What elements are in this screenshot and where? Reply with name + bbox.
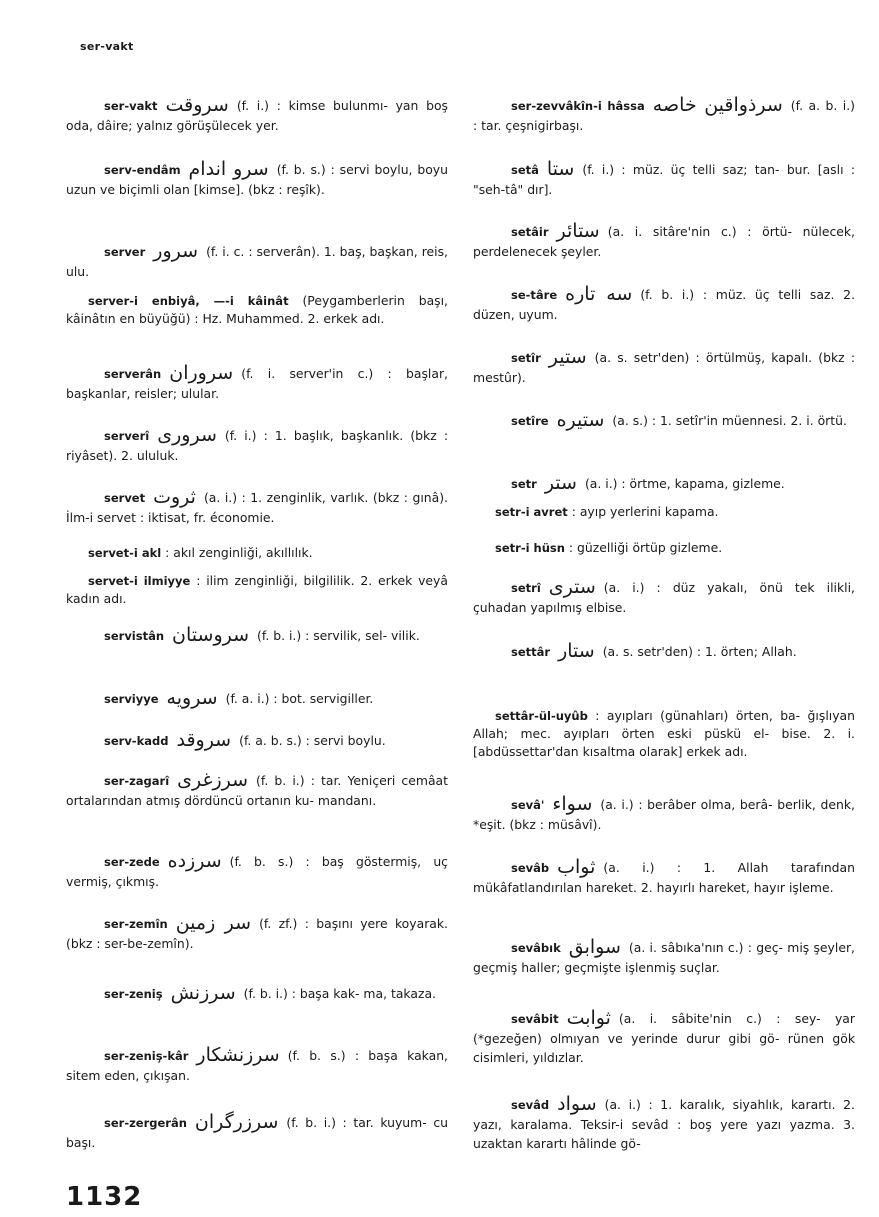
headword: serverî [104, 429, 150, 443]
arabic-script: سر زمين [175, 912, 252, 934]
definition: : ayıpları (günahları) örten, ba- ğışlıyan Allah; mec. ayıpları örten eski püskü el- bise. 2. i. [abdüssettar'dan kısaltma olarak] erkek adı. [473, 708, 855, 759]
definition: (f. i.) : kimse bulunmı- yan boş oda, dâire; yalnız görüşülecek yer. [66, 98, 448, 133]
headword: setâ [511, 163, 539, 177]
headword: ser-zemîn [104, 917, 168, 931]
arabic-script: سه تاره [565, 283, 633, 305]
definition: (f. b. i.) : başa kak- ma, takaza. [243, 986, 436, 1001]
entry [66, 771, 448, 810]
arabic-script: سروقد [176, 729, 232, 751]
entry [473, 96, 855, 135]
definition: (a. i.) : örtme, kapama, gizleme. [584, 476, 785, 491]
headword: server-i enbiyâ, —-i kâinât [88, 294, 289, 308]
headword: sevâbık [511, 941, 561, 955]
definition: : güzelliği örtüp gizleme. [568, 540, 723, 555]
entry [473, 411, 855, 431]
definition: (f. i. c. : serverân). 1. baş, başkan, reis, ulu. [66, 244, 448, 279]
entry [473, 707, 855, 761]
headword: setr-i hüsn [495, 541, 565, 555]
arabic-script: سرور [153, 240, 199, 262]
arabic-script: سواء [552, 793, 593, 815]
arabic-script: ستير [548, 346, 587, 368]
entry [473, 539, 855, 557]
entry [66, 914, 448, 953]
headword: sevâ' [511, 798, 545, 812]
definition: (f. a. i.) : bot. servigiller. [225, 691, 374, 706]
page-number: 1132 [66, 1182, 143, 1212]
headword: servet-i ilmiyye [88, 574, 191, 588]
definition: (f. b. i.) : tar. Yeniçeri cemâat ortalarından atmış dördüncü ortanın ku- mandanı. [66, 773, 448, 808]
entry [473, 1095, 855, 1153]
headword: settâr-ül-uyûb [495, 709, 588, 723]
definition: (a. i.) : 1. karalık, siyahlık, karartı. 2. yazı, karalama. Teksir-i sevâd : boş yere yazı yazma. 3. uzaktan karartı hâlinde gö- [473, 1097, 855, 1151]
entry [473, 938, 855, 977]
definition: (f. b. i.) : müz. üç telli saz. 2. düzen, uyum. [473, 287, 856, 322]
headword: ser-zede [104, 855, 160, 869]
definition: (a. i.) : düz yakalı, önü tek ilikli, çuhadan yapılmış elbise. [473, 580, 855, 615]
arabic-script: سوابق [568, 936, 621, 958]
arabic-script: سرزغری [177, 769, 249, 791]
headword: ser-zergerân [104, 1116, 187, 1130]
headword: setâir [511, 225, 549, 239]
arabic-script: سرزنش [170, 982, 236, 1004]
arabic-script: ستر [544, 472, 577, 494]
definition: (a. i.) : 1. zenginlik, varlık. (bkz : gınâ). İlm-i servet : iktisat, fr. économie. [66, 490, 448, 525]
headword: servistân [104, 629, 165, 643]
definition: : akıl zenginliği, akıllılık. [165, 545, 313, 560]
headword: ser-vakt [104, 99, 158, 113]
headword: se-târe [511, 288, 558, 302]
definition: (a. i. sitâre'nin c.) : örtü- nülecek, perdelenecek şeyler. [473, 224, 855, 259]
definition: : ayıp yerlerini kapama. [571, 504, 719, 519]
definition: (Peygamberlerin başı, kâinâtın en büyüğü) : Hz. Muhammed. 2. erkek adı. [66, 293, 448, 326]
headword: servet-i akl [88, 546, 162, 560]
headword: server [104, 245, 146, 259]
definition: (f. b. s.) : servi boylu, boyu uzun ve biçimli olan [kimse]. (bkz : reşîk). [66, 162, 448, 197]
arabic-script: سرزده [167, 850, 222, 872]
arabic-script: سروستان [172, 624, 250, 646]
entry [473, 503, 855, 521]
headword: ser-zeniş [104, 987, 163, 1001]
definition: : ilim zenginliği, bilgililik. 2. erkek veyâ kadın adı. [66, 573, 448, 606]
entry [66, 1113, 448, 1152]
definition: (f. b. i.) : servilik, sel- vilik. [257, 628, 420, 643]
entry [66, 544, 448, 562]
entry [66, 364, 448, 403]
headword: sevâd [511, 1098, 550, 1112]
arabic-script: سرذواقين خاصه [652, 94, 783, 116]
entry [66, 731, 448, 751]
entry [66, 689, 448, 709]
entry [473, 474, 855, 494]
arabic-script: ستا [546, 158, 575, 180]
running-head: ser-vakt [80, 40, 134, 53]
headword: ser-zevvâkîn-i hâssa [511, 99, 645, 113]
arabic-script: سروری [157, 424, 217, 446]
headword: setîre [511, 414, 549, 428]
arabic-script: سروران [169, 362, 234, 384]
headword: setr-i avret [495, 505, 568, 519]
headword: ser-zagarî [104, 774, 170, 788]
entry [66, 426, 448, 465]
definition: (a. s. setr'den) : 1. örten; Allah. [602, 644, 797, 659]
arabic-script: سواد [557, 1093, 597, 1115]
entry [473, 1009, 855, 1067]
entry [473, 160, 855, 199]
headword: settâr [511, 645, 551, 659]
entry [473, 578, 855, 617]
definition: (a. i.) : 1. Allah tarafından mükâfatlandırılan hareket. 2. hayırlı hareket, hayır işleme. [473, 860, 855, 895]
definition: (f. b. i.) : tar. kuyum- cu başı. [66, 1115, 448, 1150]
arabic-script: سروقت [165, 94, 229, 116]
entry [66, 488, 448, 527]
entry [66, 852, 448, 891]
definition: (f. i.) : 1. başlık, başkanlık. (bkz : riyâset). 2. ululuk. [66, 428, 448, 463]
arabic-script: ستائر [556, 220, 600, 242]
definition: (a. i. sâbıka'nın c.) : geç- miş şeyler, geçmiş haller; geçmişte işlenmiş suçlar. [473, 940, 855, 975]
definition: (f. i.) : müz. üç telli saz; tan- bur. [aslı : "seh-tâ" dır]. [473, 162, 855, 197]
headword: serv-endâm [104, 163, 181, 177]
headword: servet [104, 491, 146, 505]
entry [66, 626, 448, 646]
entry [66, 160, 448, 199]
headword: ser-zeniş-kâr [104, 1049, 189, 1063]
headword: serverân [104, 367, 162, 381]
arabic-script: سرزرگران [194, 1111, 279, 1133]
entry [66, 984, 448, 1004]
definition: (f. i. server'in c.) : başlar, başkanlar, reisler; ulular. [66, 366, 448, 401]
entry [473, 858, 855, 897]
entry [66, 1046, 448, 1085]
arabic-script: سرو اندام [188, 158, 269, 180]
entry [473, 348, 855, 387]
headword: setîr [511, 351, 541, 365]
entry [473, 795, 855, 834]
headword: sevâbit [511, 1012, 559, 1026]
headword: setr [511, 477, 537, 491]
arabic-script: سترى [548, 576, 596, 598]
entry [66, 242, 448, 281]
arabic-script: ثواب [557, 856, 596, 878]
arabic-script: سرزنشكار [196, 1044, 280, 1066]
headword: serviyye [104, 692, 159, 706]
definition: (f. b. s.) : baş göstermiş, uç vermiş, çıkmış. [66, 854, 448, 889]
headword: setrî [511, 581, 541, 595]
definition: (a. i. sâbite'nin c.) : sey- yar (*gezeğen) olmıyan ve yerinde durur gibi gö- rünen gök cisimleri, yıldızlar. [473, 1011, 855, 1065]
definition: (f. b. s.) : başa kakan, sitem eden, çıkışan. [66, 1048, 448, 1083]
entry [66, 96, 448, 135]
definition: (a. s. setr'den) : örtülmüş, kapalı. (bkz : mestûr). [473, 350, 855, 385]
definition: (f. zf.) : başını yere koyarak. (bkz : ser-be-zemîn). [66, 916, 448, 951]
entry [473, 285, 855, 324]
arabic-script: ستار [558, 640, 595, 662]
definition: (a. i.) : berâber olma, berâ- berlik, denk, *eşit. (bkz : müsâvî). [473, 797, 855, 832]
entry [66, 572, 448, 608]
entry [473, 222, 855, 261]
arabic-script: ثروت [153, 486, 196, 508]
definition: (a. s.) : 1. setîr'in müennesi. 2. i. örtü. [612, 413, 847, 428]
arabic-script: ستيره [556, 409, 605, 431]
headword: sevâb [511, 861, 550, 875]
arabic-script: سرویه [166, 687, 218, 709]
headword: serv-kadd [104, 734, 169, 748]
definition: (f. a. b. s.) : servi boylu. [239, 733, 386, 748]
entry [473, 642, 855, 662]
arabic-script: ثوابت [566, 1007, 611, 1029]
entry [66, 292, 448, 328]
definition: (f. a. b. i.) : tar. çeşnigirbaşı. [473, 98, 855, 133]
